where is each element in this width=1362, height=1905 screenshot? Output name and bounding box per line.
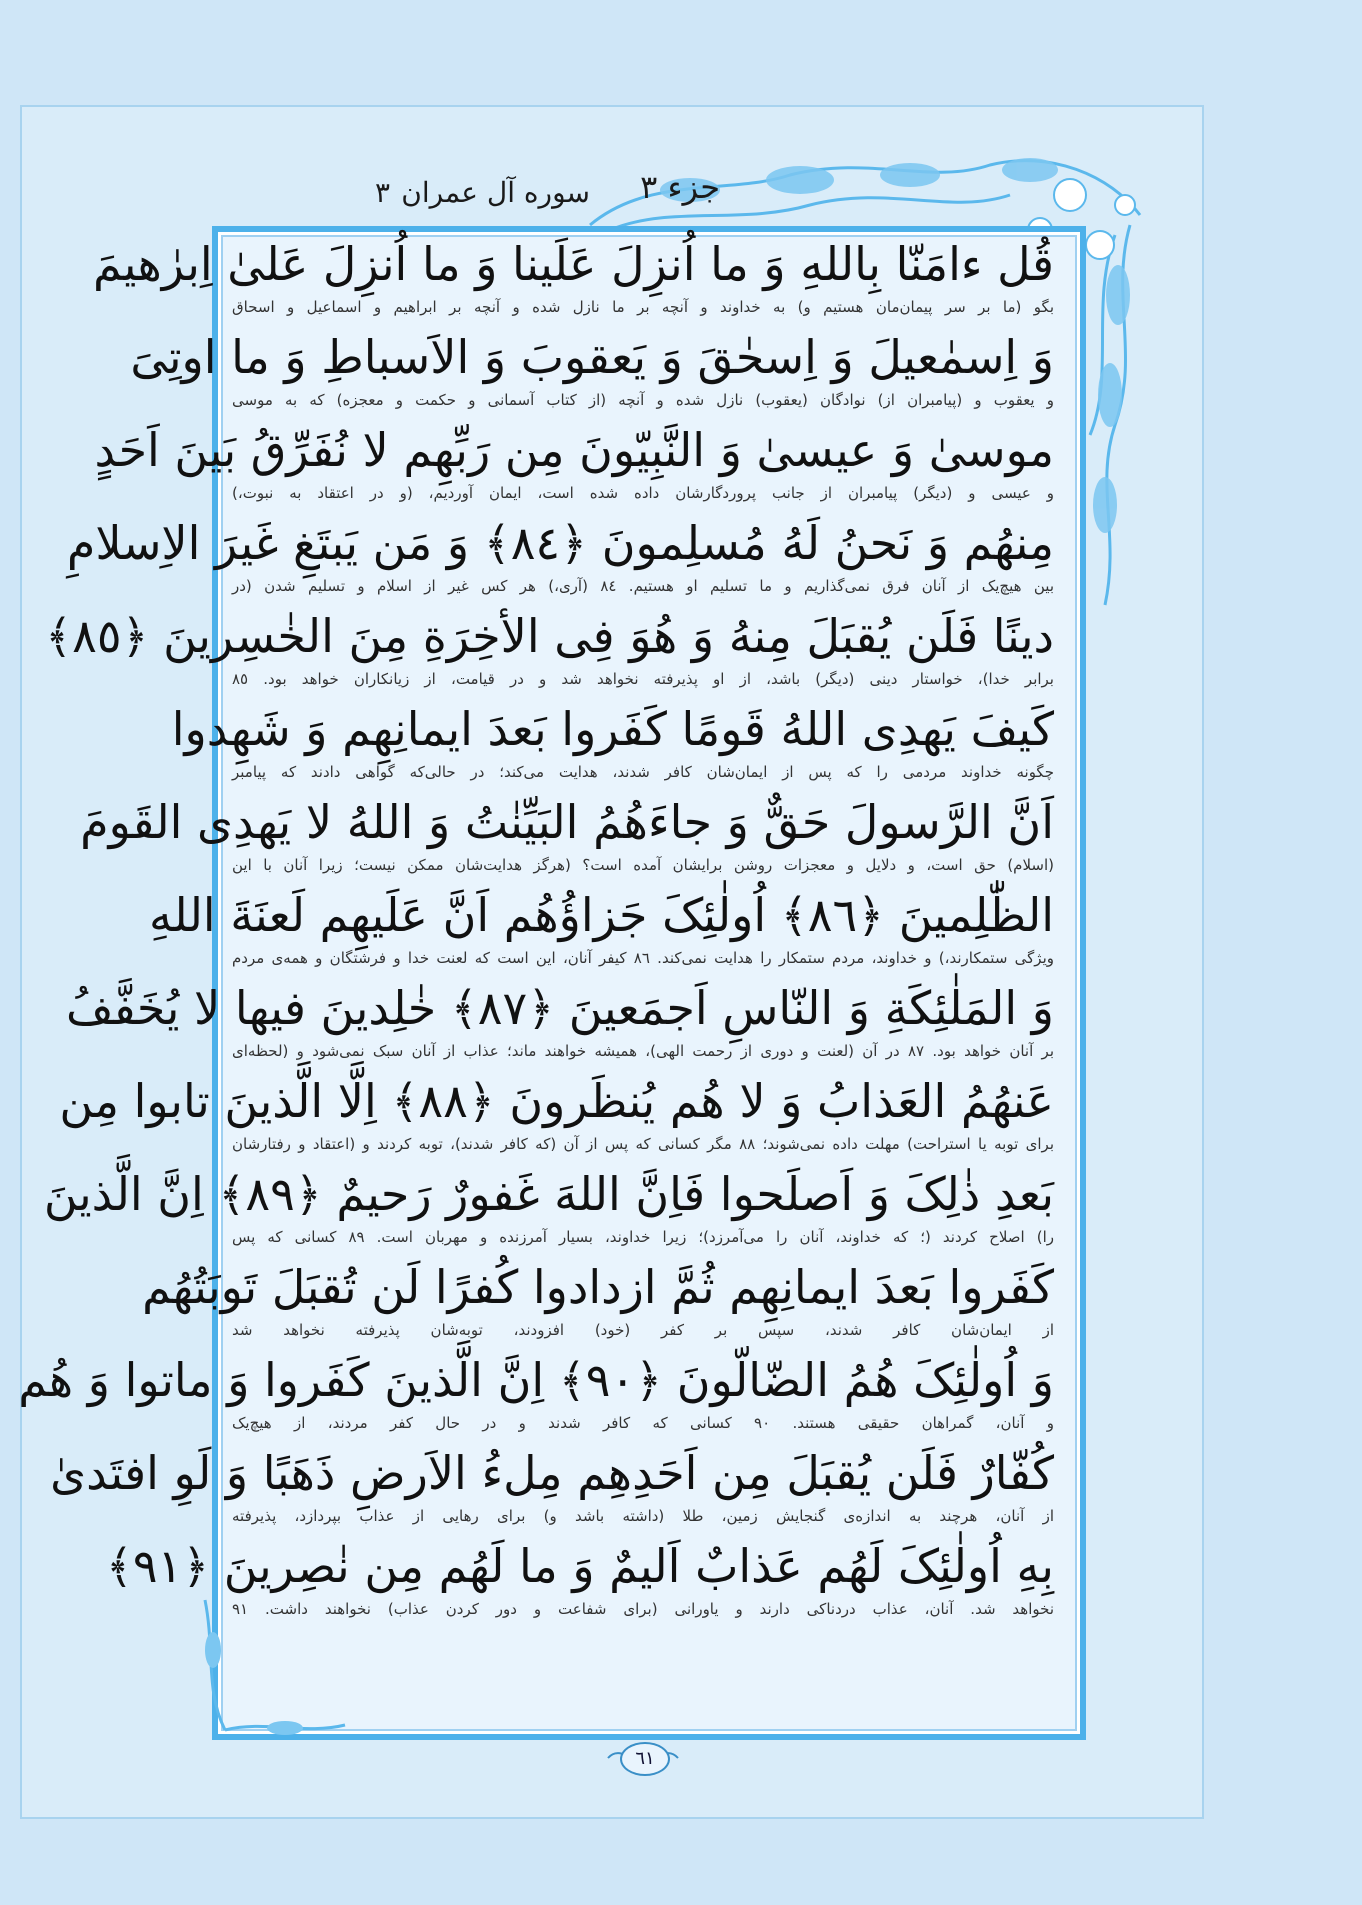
verse-line	[59, 1069, 1054, 1157]
page-number-badge	[606, 1738, 680, 1778]
persian-translation: را) اصلاح کردند (؛ که خداوند، آنان را می‌آمرزد)؛ زیرا خداوند، بسیار آمرزنده و مهربان است. ٨٩ کسانی که پس	[232, 1228, 1054, 1246]
arabic-text: موسیٰ وَ عیسیٰ وَ النَّبِیّونَ مِن رَبِّهِم لا نُفَرِّقُ بَینَ اَحَدٍ	[94, 423, 1054, 477]
arabic-text: کَفَروا بَعدَ ایمانِهِم ثُمَّ ازدادوا کُفرًا لَن تُقبَلَ تَوبَتُهُم	[142, 1260, 1054, 1314]
arabic-text: وَ اِسمٰعیلَ وَ اِسحٰقَ وَ یَعقوبَ وَ الاَسباطِ وَ ما اوتِیَ	[130, 330, 1054, 384]
persian-translation: (اسلام) حق است، و دلایل و معجزات روشن برایشان آمده است؟ (هرگز هدایت‌شان ممکن نیست؛ زیرا آنان با این	[232, 856, 1054, 874]
persian-translation: از ایمان‌شان کافر شدند، سپس بر کفر (خود) افزودند، توبه‌شان پذیرفته نخواهد شد	[232, 1321, 1054, 1339]
verse-line	[94, 418, 1054, 506]
page-number: ٦١	[620, 1742, 670, 1776]
persian-translation: ویژگی ستمکارند،) و خداوند، مردم ستمکار را هدایت نمی‌کند. ٨٦ کیفر آنان، این است که لعنت خدا و فرشتگان و همه‌ی مردم	[232, 949, 1054, 967]
verse-line	[80, 790, 1054, 878]
verse-line	[66, 511, 1054, 599]
verse-line	[45, 604, 1054, 692]
persian-translation: و آنان، گمراهان حقیقی هستند. ٩٠ کسانی که کافر شدند و در حال کفر مردند، از هیچ‌یک	[232, 1414, 1054, 1432]
arabic-text: الظّٰلِمینَ ﴿٨٦﴾ اُولٰئِکَ جَزاؤُهُم اَنَّ عَلَیهِم لَعنَةَ اللهِ	[148, 888, 1054, 942]
verse-line	[92, 232, 1054, 320]
arabic-text: قُل ءامَنّا بِاللهِ وَ ما اُنزِلَ عَلَينا وَ ما اُنزِلَ عَلیٰ اِبرٰهیمَ	[92, 237, 1054, 291]
persian-translation: برابر خدا)، خواستار دینی (دیگر) باشد، از او پذیرفته نخواهد شد و در قیامت، از زیانکاران خواهد بود. ٨٥	[232, 670, 1054, 688]
arabic-text: دینًا فَلَن یُقبَلَ مِنهُ وَ هُوَ فِی الأخِرَةِ مِنَ الخٰسِرینَ ﴿٨٥﴾	[45, 609, 1054, 663]
persian-translation: چگونه خداوند مردمی را که پس از ایمان‌شان کافر شدند، هدایت می‌کند؛ در حالی‌که گواهی دادند که پیامبر	[232, 763, 1054, 781]
arabic-text: عَنهُمُ العَذابُ وَ لا هُم یُنظَرونَ ﴿٨٨﴾ اِلَّا الَّذینَ تابوا مِن	[59, 1074, 1054, 1128]
arabic-text: کُفّارٌ فَلَن یُقبَلَ مِن اَحَدِهِم مِلءُ الاَرضِ ذَهَبًا وَ لَوِ افتَدیٰ	[50, 1446, 1054, 1500]
persian-translation: برای توبه یا استراحت) مهلت داده نمی‌شوند؛ ٨٨ مگر کسانی که پس از آن (که کافر شدند)، توبه کردند و (اعتقاد و رفتارشان	[232, 1135, 1054, 1153]
verse-line	[148, 883, 1054, 971]
persian-translation: بین هیچ‌یک از آنان فرق نمی‌گذاریم و ما تسلیم او هستیم. ٨٤ (آری،) هر کس غیر از اسلام و تسلیم شدن (در	[232, 577, 1054, 595]
persian-translation: و عیسی و (دیگر) پیامبران از جانب پروردگارشان داده شده است، ایمان آوردیم، (و در اعتقاد به نبوت،)	[232, 484, 1054, 502]
verse-line	[105, 1534, 1054, 1622]
verse-line	[130, 325, 1054, 413]
juz-label: جزء ٣	[640, 168, 720, 206]
persian-translation: و یعقوب و (پیامبران از) نوادگان (یعقوب) نازل شده و آنچه (از کتاب آسمانی و حکمت و معجزه) که به موسی	[232, 391, 1054, 409]
arabic-text: وَ المَلٰئِکَةِ وَ النّاسِ اَجمَعینَ ﴿٨٧﴾ خٰلِدینَ فیها لا یُخَفَّفُ	[65, 981, 1054, 1035]
verse-line	[65, 976, 1055, 1064]
arabic-text: بَعدِ ذٰلِکَ وَ اَصلَحوا فَاِنَّ اللهَ غَفورٌ رَحیمٌ ﴿٨٩﴾ اِنَّ الَّذینَ	[43, 1167, 1054, 1221]
persian-translation: از آنان، هرچند به اندازه‌ی گنجایش زمین، طلا (داشته باشد و) برای رهایی از عذاب بپردازد، پذیرفته	[232, 1507, 1054, 1525]
arabic-text: وَ اُولٰئِکَ هُمُ الضّالّونَ ﴿٩٠﴾ اِنَّ الَّذینَ کَفَروا وَ ماتوا وَ هُم	[18, 1353, 1054, 1407]
arabic-text: اَنَّ الرَّسولَ حَقٌّ وَ جاءَهُمُ البَیِّنٰتُ وَ اللهُ لا یَهدِی القَومَ	[80, 795, 1054, 849]
arabic-text: مِنهُم وَ نَحنُ لَهُ مُسلِمونَ ﴿٨٤﴾ وَ مَن یَبتَغِ غَیرَ الاِسلامِ	[66, 516, 1054, 570]
verse-line	[43, 1162, 1054, 1250]
persian-translation: بگو (ما بر سر پیمان‌مان هستیم و) به خداوند و آنچه بر ما نازل شده و آنچه بر ابراهیم و اسماعیل و اسحاق	[232, 298, 1054, 316]
arabic-text: کَیفَ یَهدِی اللهُ قَومًا کَفَروا بَعدَ ایمانِهِم وَ شَهِدوا	[171, 702, 1054, 756]
verse-line	[171, 697, 1054, 785]
page-header	[360, 168, 760, 218]
arabic-text: بِهِ اُولٰئِکَ لَهُم عَذابٌ اَلیمٌ وَ ما لَهُم مِن نٰصِرینَ ﴿٩١﴾	[105, 1539, 1054, 1593]
verse-line	[142, 1255, 1054, 1343]
verse-line	[50, 1441, 1054, 1529]
surah-title: سوره آل عمران	[401, 176, 590, 209]
corner-ornament-icon	[195, 1590, 355, 1740]
surah-number: ٣	[374, 176, 390, 209]
persian-translation: نخواهد شد. آنان، عذاب دردناکی دارند و یاورانی (برای شفاعت و دور کردن عذاب) نخواهند داشت. ٩١	[232, 1600, 1054, 1618]
persian-translation: بر آنان خواهد بود. ٨٧ در آن (لعنت و دوری از رحمت الهی)، همیشه خواهند ماند؛ عذاب از آنان سبک نمی‌شود و (لحظه‌ای	[232, 1042, 1055, 1060]
verse-line	[18, 1348, 1054, 1436]
